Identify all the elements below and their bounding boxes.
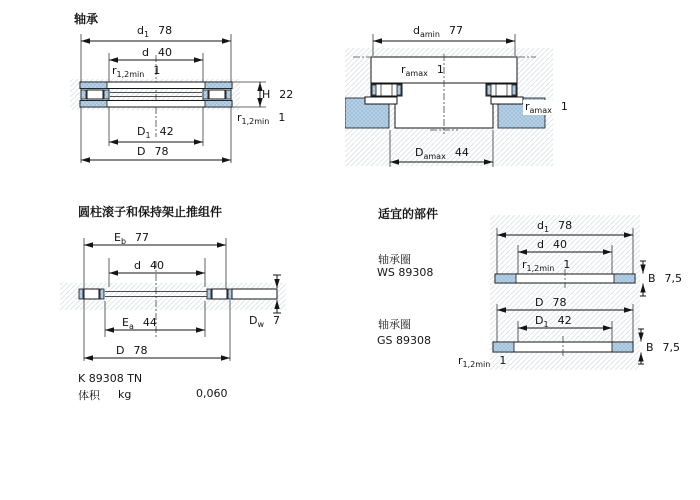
mass-value: 0,060 [196,387,228,400]
dim-gs-r12: $r_{1,2min}$ 1 [458,354,507,370]
dim-ws-d: d 40 [537,238,567,251]
dim-D1: $D_1$ 42 [137,125,174,141]
part-designation-ws: WS 89308 [377,266,434,279]
dim-r12-right: $r_{1,2min}$ 1 [237,111,286,127]
dim-d: d 40 [142,46,172,59]
bearing-drawing [60,22,310,172]
dim-damin: $d_{amin}$ 77 [413,24,463,40]
dim-Damax: $D_{amax}$ 44 [415,146,469,162]
dim-d1: $d_1$ 78 [137,24,173,40]
mass-unit: kg [118,388,132,401]
dim-D: D 78 [137,145,169,158]
part-type-gs: 轴承圈 [378,318,411,331]
bearing-section-title: 轴承 [74,12,99,26]
suitable-section-title: 适宜的部件 [378,207,439,221]
part-type-ws: 轴承圈 [378,253,411,266]
washers-drawing [455,215,700,375]
dim-gs-D1: $D_1$ 42 [535,314,572,330]
assembly-drawing-canvas [60,225,300,375]
abutment-drawing [345,22,580,170]
dim-ws-B: B 7,5 [648,272,683,285]
dim-ramax-right: $r_{amax}$ 1 [525,100,568,116]
dim-r12-top: $r_{1,2min}$ 1 [112,64,161,80]
dim-d: d 40 [134,259,164,272]
dim-ws-r12: $r_{1,2min}$ 1 [522,258,571,274]
dim-Ea: $E_a$ 44 [122,316,157,332]
assembly-section-title: 圆柱滚子和保持架止推组件 [78,205,223,219]
part-designation-gs: GS 89308 [377,334,431,347]
assembly-drawing [60,225,300,375]
dim-D: D 78 [116,344,148,357]
dim-ws-d1: $d_1$ 78 [537,219,573,235]
dim-Eb: $E_b$ 77 [114,231,150,247]
dim-ramax-top: $r_{amax}$ 1 [401,63,444,79]
assembly-designation: K 89308 TN [78,372,143,385]
dim-gs-B: B 7,5 [646,341,681,354]
mass-label: 体积 [78,389,100,402]
dim-Dw: $D_w$ 7 [249,314,281,330]
dim-gs-D: D 78 [535,296,567,309]
dim-H: H 22 [262,88,294,101]
